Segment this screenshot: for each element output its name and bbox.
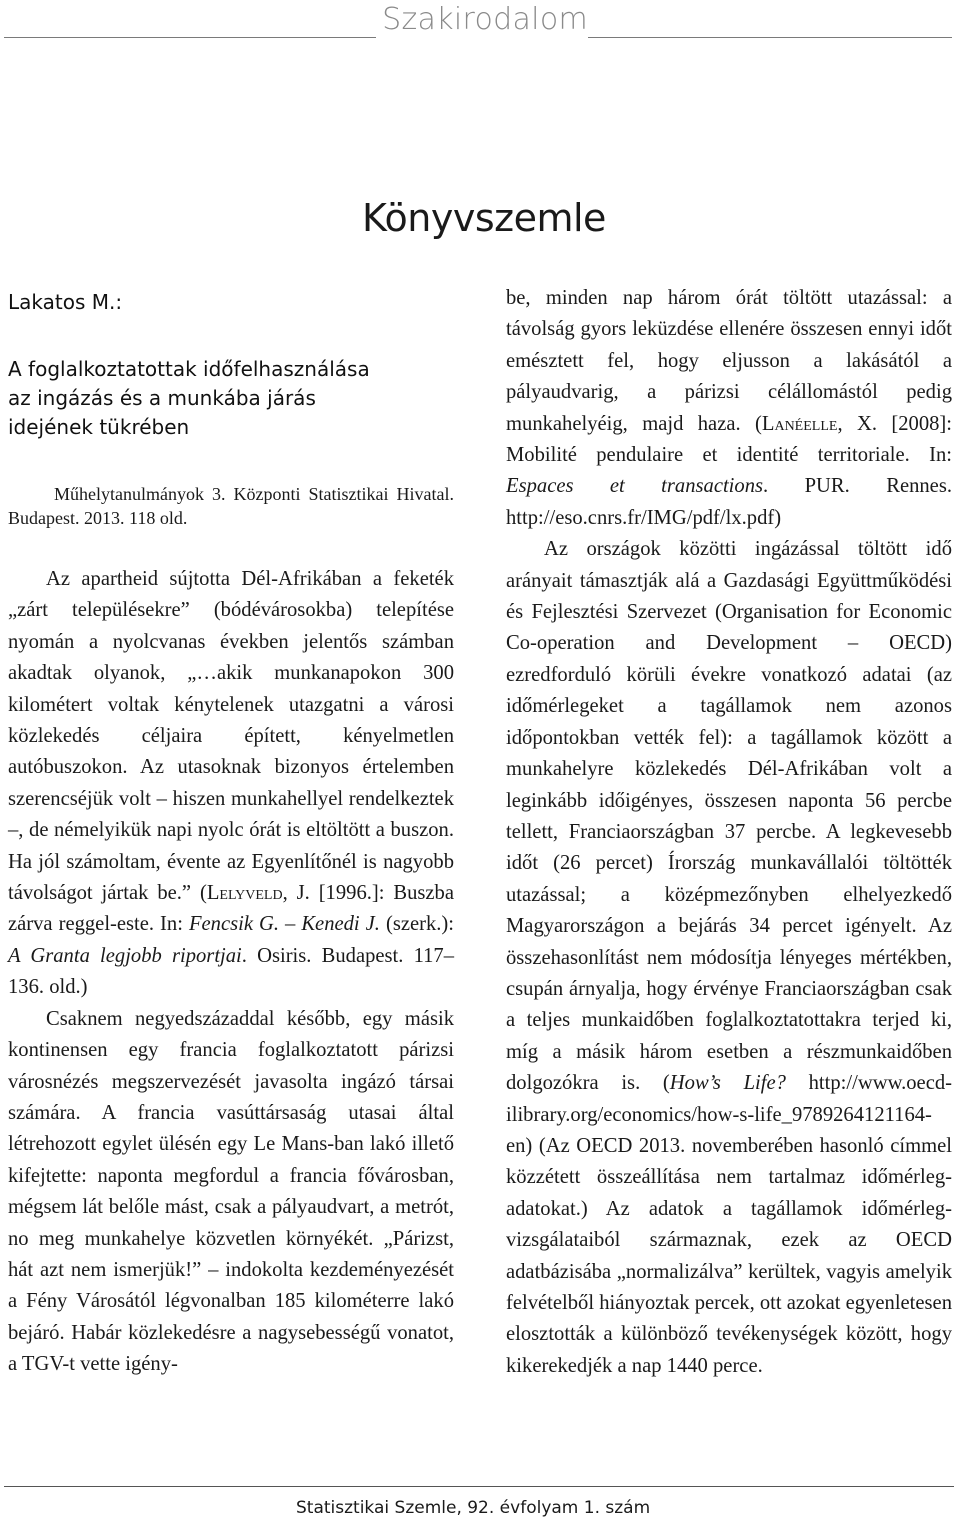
paragraph: be, minden nap három órát töltött utazással: a távolság gyors leküzdése ellenére összesen ennyi időt emésztett fel, hogy eljusson a lakásától a pályaudvarig, a párizsi célállomástól pedig munkahelyéig, majd haza. (Lanéelle, X. [2008]: Mobilité pendulaire et identité territoriale. In: Espaces et transactions. PUR. Rennes. http://eso.cnrs.fr/IMG/pdf/lx.pdf) — [506, 287, 952, 529]
book-title-line: A foglalkoztatottak időfelhasználása — [8, 357, 370, 381]
publication-details — [8, 482, 454, 530]
running-header — [0, 0, 960, 40]
journal-footer: Statisztikai Szemle, 92. évfolyam 1. szám — [296, 1498, 651, 1518]
book-author: Lakatos M.: — [8, 290, 123, 314]
publication-text: Műhelytanulmányok 3. Központi Statisztikai Hivatal. Budapest. 2013. 118 old. — [8, 484, 454, 528]
section-name: Szakirodalom — [376, 0, 588, 40]
right-column — [506, 283, 952, 1382]
footer-rule — [4, 1486, 954, 1487]
paragraph: Az országok közötti ingázással töltött idő arányait támasztják alá a Gazdasági Együttműködési és Fejlesztési Szervezet (Organisation for Economic Co-operation and Development – OECD) ezredforduló körüli évekre vonatkozó adatai (az időmérlegeket a tagállamok nem azonos időpontokban vették fel): a tagállamok között a munkahelyre közlekedés Dél-Afrikában volt a leginkább időigényes, összesen naponta 56 percbe tellett, Franciaországban 37 percbe. A legkevesebb időt (26 percet) Írország munkavállalói töltötték utazással; a középmezőnyben elhelyezkedő Magyarországon a bejárás 34 percet igényelt. Az összehasonlítást nem módosítja lényeges mértékben, csupán árnyalja, hogy érvénye Franciaországban csak a teljes munkaidőben foglalkoztatottakra terjed ki, míg a másik három esetben a részmunkaidőben dolgozókra is. (How’s Life? http://www.oecd-ilibrary.org/economics/how-s-life_9789264121164-en) (Az OECD 2013. novemberében hasonló címmel közzétett összeállítása nem tartalmaz időmérleg-adatokat.) Az adatok a tagállamok időmérleg-vizsgálataiból származnak, ezek az OECD adatbázisába „normalizálva” kerültek, vagyis amelyik felvételből hiányoztak percek, ott azokat egyenletesen elosztották a különböző tevékenységek között, hogy kikerekedjék a nap 1440 perce. — [506, 538, 952, 1377]
book-title-line: idejének tükrében — [8, 415, 190, 439]
left-column — [8, 564, 454, 1381]
paragraph: Az apartheid sújtotta Dél-Afrikában a feketék „zárt településekre” (bódévárosokba) telepítése nyomán a nyolcvanas években jelentős számban akadtak olyanok, „…akik munkanapokon 300 kilométert voltak kénytelenek utazgatni a városi közlekedés céljaira épített, kényelmetlen autóbuszokon. Az utasoknak bizonyos értelemben szerencséjük volt – hiszen munkahellyel rendelkeztek –, de némelyikük napi nyolc órát is eltöltött a buszon. Ha jól számoltam, évente az Egyenlítőnél is nagyobb távolságot jártak be.” (Lelyveld, J. [1996.]: Buszba zárva reggel-este. In: Fencsik G. – Kenedi J. (szerk.): A Granta legjobb riportjai. Osiris. Budapest. 117–136. old.) — [8, 568, 454, 999]
review-heading: Könyvszemle — [362, 196, 606, 240]
book-title — [8, 355, 478, 442]
paragraph: Csaknem negyedszázaddal később, egy másik kontinensen egy francia foglalkoztatott párizsi városnézés megszervezését javasolta ingázó társai számára. A francia vasúttársaság utasai által létrehozott egylet ülésén egy Le Mans-ban lakó illető kifejtette: naponta megfordul a francia fővárosban, mégsem lát belőle mást, csak a pályaudvart, a metrót, no meg munkahelye közvetlen környékét. „Párizst, hát azt nem ismerjük!” – indokolta kezdeményezését a Fény Városától légvonalban 185 kilométerre lakó bejáró. Habár közlekedésre a nagysebességű vonatot, a TGV-t vette igény- — [8, 1007, 454, 1376]
book-title-line: az ingázás és a munkába járás — [8, 386, 316, 410]
